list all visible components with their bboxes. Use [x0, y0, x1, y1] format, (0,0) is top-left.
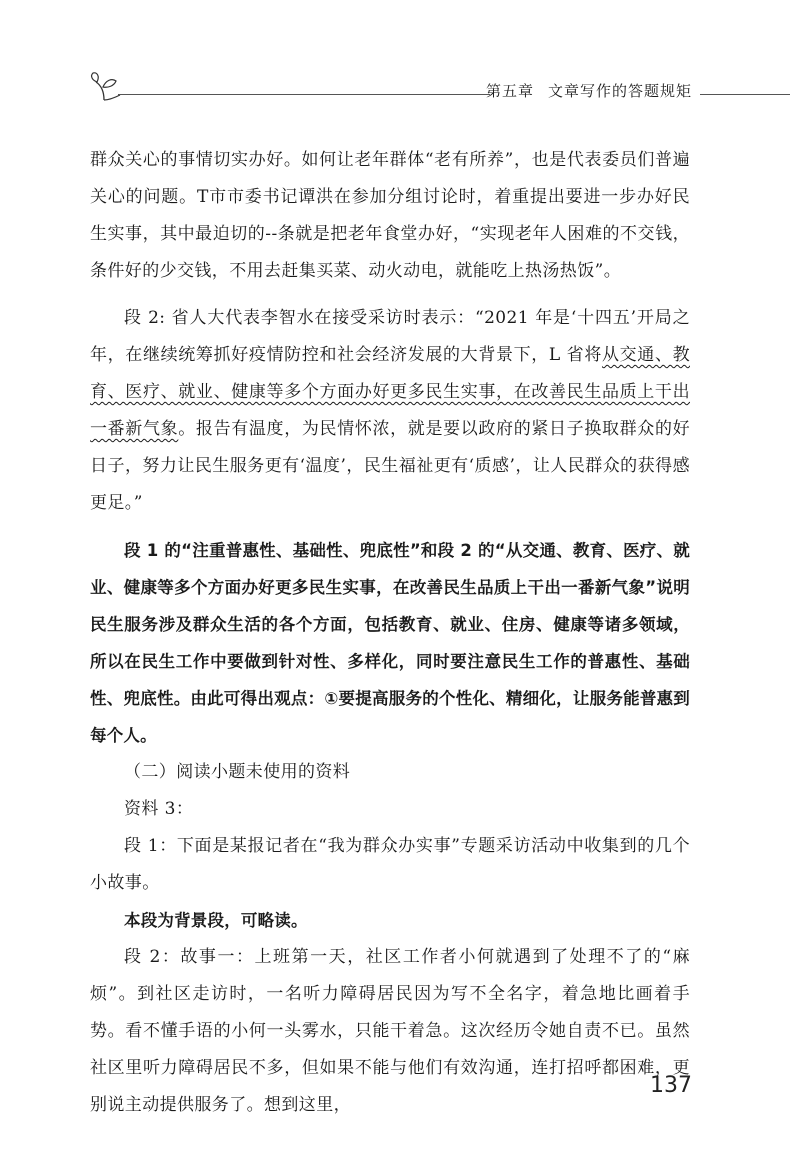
sprout-icon [88, 70, 122, 104]
chapter-label: 第五章 [486, 82, 535, 100]
segment-2-text-before: 段 2: 省人大代表李智水在接受采访时表示：“2021 年是‘十四五’开局之年，在继续统筹抓好疫情防控和社会经济发展的大背景下，L 省将 [90, 308, 690, 365]
header-rule-right [700, 94, 790, 95]
segment-2-underlined-text: 从交通、教育、医疗、就业、健康等多个方面办好更多民生实事，在改善民生品质上干出一番新气象 [90, 345, 690, 439]
segment-2-text-after: 。报告有温度，为民情怀浓，就是要以政府的紧日子换取群众的好日子，努力让民生服务更有‘温度’，民生福祉更有‘质感’，让人民群众的获得感更足。” [90, 419, 690, 513]
chapter-title: 文章写作的答题规矩 [548, 82, 693, 100]
running-header [88, 70, 790, 106]
header-rule-left [118, 94, 490, 95]
paragraph-segment-2 [90, 300, 690, 522]
page-body [90, 142, 690, 1124]
paragraph-segment-1: 段 1：下面是某报记者在“我为群众办实事”专题采访活动中收集到的几个小故事。 [90, 836, 690, 893]
reading-tip: 本段为背景段，可略读。 [124, 911, 308, 930]
section-heading: （二）阅读小题未使用的资料 [124, 762, 351, 782]
material-label: 资料 3： [124, 799, 194, 819]
chapter-heading [486, 80, 696, 101]
page-number: 137 [650, 1073, 692, 1098]
paragraph-story-1: 段 2：故事一：上班第一天，社区工作者小何就遇到了处理不了的“麻烦”。到社区走访时，一名听力障碍居民因为写不全名字，着急地比画着手势。看不懂手语的小何一头雾水，只能干着急。这次经历令她自责不已。虽然社区里听力障碍居民不多，但如果不能与他们有效沟通，连打招呼都困难，更别说主动提供服务了。想到这里， [90, 947, 690, 1115]
paragraph-continued: 群众关心的事情切实办好。如何让老年群体“老有所养”，也是代表委员们普遍关心的问题。T市市委书记谭洪在参加分组讨论时，着重提出要进一步办好民生实事，其中最迫切的--条就是把老年食堂办好，“实现老年人困难的不交钱，条件好的少交钱，不用去赶集买菜、动火动电，就能吃上热汤热饭”。 [90, 150, 690, 281]
analysis-paragraph: 段 1 的“注重普惠性、基础性、兜底性”和段 2 的“从交通、教育、医疗、就业、健康等多个方面办好更多民生实事，在改善民生品质上干出一番新气象”说明民生服务涉及群众生活的各个方面，包括教育、就业、住房、健康等诸多领域，所以在民生工作中要做到针对性、多样化，同时要注意民生工作的普惠性、基础性、兜底性。由此可得出观点：①要提高服务的个性化、精细化，让服务能普惠到每个人。 [90, 541, 690, 745]
